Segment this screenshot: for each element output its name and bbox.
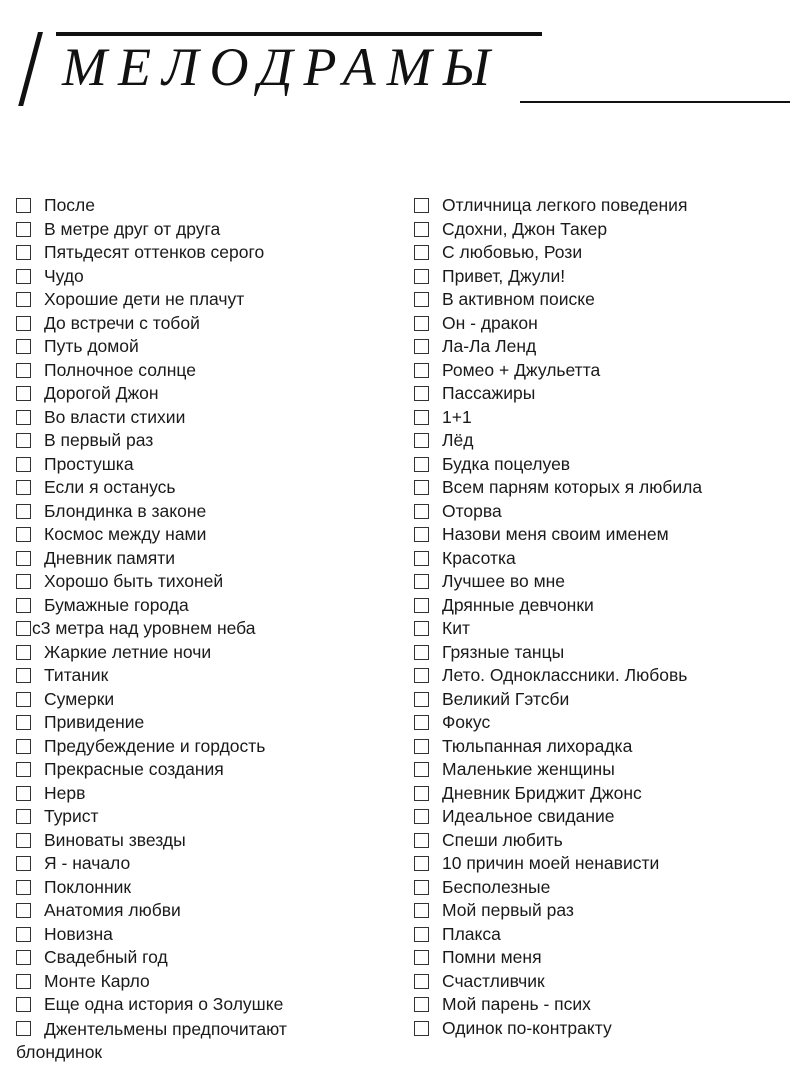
checkbox[interactable] bbox=[16, 645, 31, 660]
checkbox[interactable] bbox=[16, 927, 31, 942]
movie-title: Кит bbox=[442, 618, 470, 638]
list-item bbox=[414, 382, 794, 406]
list-item bbox=[16, 453, 400, 477]
list-item bbox=[16, 382, 400, 406]
movie-title: Пятьдесят оттенков серого bbox=[44, 242, 265, 262]
movie-title: Назови меня своим именем bbox=[442, 524, 669, 544]
movie-title: Тюльпанная лихорадка bbox=[442, 735, 633, 756]
list-item bbox=[414, 946, 794, 970]
movie-title: Турист bbox=[44, 806, 99, 826]
list-item bbox=[16, 688, 400, 712]
list-item bbox=[414, 758, 794, 782]
movie-title: Дневник памяти bbox=[44, 547, 176, 568]
checkbox[interactable] bbox=[16, 316, 31, 331]
movie-title: Лето. Одноклассники. Любовь bbox=[442, 665, 688, 685]
checkbox[interactable] bbox=[414, 574, 429, 589]
checkbox[interactable] bbox=[16, 551, 31, 566]
movie-title: Ромео + Джульетта bbox=[442, 359, 601, 380]
checkbox[interactable] bbox=[414, 621, 429, 636]
checkbox[interactable] bbox=[16, 245, 31, 260]
checkbox[interactable] bbox=[414, 339, 429, 354]
movie-title: Новизна bbox=[44, 923, 113, 944]
movie-title: Простушка bbox=[44, 453, 134, 474]
list-item bbox=[414, 899, 794, 923]
movie-title: Во власти стихии bbox=[44, 406, 186, 427]
list-item bbox=[16, 1017, 346, 1065]
movie-title: Предубеждение и гордость bbox=[44, 735, 266, 756]
checkbox[interactable] bbox=[414, 457, 429, 472]
checkbox[interactable] bbox=[414, 316, 429, 331]
movie-title: Монте Карло bbox=[44, 970, 150, 991]
checkbox[interactable] bbox=[16, 1021, 31, 1036]
movie-title: Маленькие женщины bbox=[442, 759, 615, 779]
checkbox[interactable] bbox=[414, 433, 429, 448]
movie-title: Идеальное свидание bbox=[442, 806, 615, 826]
movie-title: Полночное солнце bbox=[44, 359, 196, 380]
list-item bbox=[414, 594, 794, 618]
title-frame-top-line bbox=[56, 32, 542, 36]
movie-title: До встречи с тобой bbox=[44, 312, 200, 333]
title-frame-slant-line bbox=[18, 32, 43, 106]
movie-title: Хорошие дети не плачут bbox=[44, 289, 245, 309]
list-item bbox=[414, 617, 794, 641]
list-item bbox=[16, 500, 400, 524]
list-item bbox=[414, 993, 794, 1017]
list-item bbox=[414, 688, 794, 712]
checkbox[interactable] bbox=[16, 809, 31, 824]
checkbox[interactable] bbox=[16, 692, 31, 707]
list-item bbox=[414, 641, 794, 665]
list-item bbox=[414, 359, 794, 383]
checkbox[interactable] bbox=[16, 292, 31, 307]
checkbox[interactable] bbox=[16, 903, 31, 918]
movie-title: Помни меня bbox=[442, 947, 542, 967]
movie-title: Мой первый раз bbox=[442, 900, 574, 920]
movie-title: Космос между нами bbox=[44, 524, 207, 544]
movie-title: Прекрасные создания bbox=[44, 759, 224, 779]
list-item bbox=[16, 852, 400, 876]
list-item bbox=[414, 476, 794, 500]
movie-title: 1+1 bbox=[442, 406, 472, 427]
list-item bbox=[16, 594, 400, 618]
list-item bbox=[16, 970, 400, 994]
list-item bbox=[414, 194, 794, 218]
list-item bbox=[414, 876, 794, 900]
checkbox[interactable] bbox=[414, 692, 429, 707]
checkbox[interactable] bbox=[414, 410, 429, 425]
movie-title: Нерв bbox=[44, 782, 86, 803]
list-item bbox=[16, 946, 400, 970]
checkbox[interactable] bbox=[16, 269, 31, 284]
page-header bbox=[0, 0, 808, 120]
list-item bbox=[16, 429, 400, 453]
checkbox[interactable] bbox=[16, 457, 31, 472]
list-item bbox=[16, 641, 400, 665]
list-item bbox=[16, 335, 400, 359]
movie-title: Виноваты звезды bbox=[44, 829, 186, 850]
checkbox[interactable] bbox=[414, 269, 429, 284]
checkbox[interactable] bbox=[414, 927, 429, 942]
list-item bbox=[16, 523, 400, 547]
page-title: МЕЛОДРАМЫ bbox=[62, 37, 501, 97]
checkbox[interactable] bbox=[16, 762, 31, 777]
list-item bbox=[16, 312, 400, 336]
list-item bbox=[414, 970, 794, 994]
movie-title: 10 причин моей ненависти bbox=[442, 853, 660, 873]
movie-title: Джентельмены предпочитают блондинок bbox=[16, 1018, 287, 1062]
checkbox[interactable] bbox=[414, 1021, 429, 1036]
movie-title: Анатомия любви bbox=[44, 900, 181, 920]
list-item bbox=[414, 547, 794, 571]
list-item bbox=[414, 664, 794, 688]
list-item bbox=[414, 312, 794, 336]
list-item bbox=[414, 335, 794, 359]
list-item bbox=[414, 429, 794, 453]
list-item bbox=[16, 570, 400, 594]
list-item bbox=[16, 547, 400, 571]
checkbox[interactable] bbox=[414, 551, 429, 566]
checkbox[interactable] bbox=[414, 598, 429, 613]
checkbox[interactable] bbox=[16, 997, 31, 1012]
checkbox[interactable] bbox=[16, 880, 31, 895]
movie-title: Дорогой Джон bbox=[44, 383, 159, 403]
movie-title: Пассажиры bbox=[442, 383, 536, 403]
checkbox[interactable] bbox=[414, 527, 429, 542]
checkbox[interactable] bbox=[414, 856, 429, 871]
list-item bbox=[414, 453, 794, 477]
movie-title: Привидение bbox=[44, 712, 145, 732]
movie-title: Блондинка в законе bbox=[44, 500, 207, 521]
movie-title: Бесполезные bbox=[442, 876, 551, 897]
movie-title: С любовью, Рози bbox=[442, 242, 583, 262]
list-item bbox=[414, 500, 794, 524]
movie-list-left bbox=[16, 194, 400, 1065]
title-underline bbox=[520, 101, 790, 103]
checkbox[interactable] bbox=[414, 363, 429, 378]
checkbox[interactable] bbox=[414, 245, 429, 260]
list-item bbox=[16, 829, 400, 853]
list-item bbox=[414, 570, 794, 594]
list-item bbox=[16, 241, 400, 265]
checkbox[interactable] bbox=[414, 786, 429, 801]
checkbox[interactable] bbox=[414, 739, 429, 754]
list-item bbox=[414, 241, 794, 265]
list-item bbox=[16, 876, 400, 900]
list-item bbox=[414, 406, 794, 430]
movie-title: В активном поиске bbox=[442, 289, 595, 309]
movie-title: В первый раз bbox=[44, 430, 154, 450]
checkbox[interactable] bbox=[16, 480, 31, 495]
checkbox[interactable] bbox=[414, 222, 429, 237]
list-item bbox=[414, 265, 794, 289]
checkbox[interactable] bbox=[414, 645, 429, 660]
movie-title: Мой парень - псих bbox=[442, 994, 591, 1014]
checkbox[interactable] bbox=[16, 339, 31, 354]
checkbox[interactable] bbox=[414, 762, 429, 777]
movie-title: Будка поцелуев bbox=[442, 453, 571, 474]
checkbox[interactable] bbox=[16, 668, 31, 683]
list-item bbox=[16, 476, 400, 500]
checkbox[interactable] bbox=[414, 880, 429, 895]
list-item bbox=[414, 218, 794, 242]
checkbox[interactable] bbox=[16, 786, 31, 801]
checkbox[interactable] bbox=[16, 433, 31, 448]
list-item bbox=[16, 993, 400, 1017]
list-item bbox=[16, 617, 400, 641]
movie-title: Счастливчик bbox=[442, 970, 545, 991]
checkbox[interactable] bbox=[16, 504, 31, 519]
movie-title: Одинок по-контракту bbox=[442, 1017, 612, 1038]
movie-title: Бумажные города bbox=[44, 594, 189, 615]
movie-title: Отличница легкого поведения bbox=[442, 195, 688, 215]
movie-title: Чудо bbox=[44, 265, 84, 286]
checkbox[interactable] bbox=[414, 997, 429, 1012]
checkbox[interactable] bbox=[414, 715, 429, 730]
list-item bbox=[16, 735, 400, 759]
movie-title: В метре друг от друга bbox=[44, 218, 221, 239]
checkbox[interactable] bbox=[16, 222, 31, 237]
checkbox[interactable] bbox=[414, 974, 429, 989]
checkbox[interactable] bbox=[414, 504, 429, 519]
checkbox[interactable] bbox=[16, 410, 31, 425]
movie-title: Жаркие летние ночи bbox=[44, 641, 212, 662]
movie-title: Оторва bbox=[442, 500, 502, 521]
movie-title: Плакса bbox=[442, 923, 501, 944]
checkbox[interactable] bbox=[414, 198, 429, 213]
movie-title: Всем парням которых я любила bbox=[442, 477, 703, 497]
list-item bbox=[414, 805, 794, 829]
list-item bbox=[16, 194, 400, 218]
list-item bbox=[16, 406, 400, 430]
checkbox[interactable] bbox=[414, 809, 429, 824]
checkbox[interactable] bbox=[414, 950, 429, 965]
movie-title: Лучшее во мне bbox=[442, 571, 566, 591]
checkbox[interactable] bbox=[16, 833, 31, 848]
movie-title: Если я останусь bbox=[44, 477, 176, 497]
list-item bbox=[414, 711, 794, 735]
movie-title: Свадебный год bbox=[44, 947, 168, 967]
movie-title: Я - начало bbox=[44, 853, 131, 873]
movie-title: Путь домой bbox=[44, 336, 139, 356]
list-item bbox=[16, 758, 400, 782]
list-item bbox=[414, 1017, 794, 1041]
checkbox[interactable] bbox=[16, 739, 31, 754]
movie-title: Сумерки bbox=[44, 688, 115, 709]
movie-title: После bbox=[44, 195, 96, 215]
list-item bbox=[414, 923, 794, 947]
list-item bbox=[16, 265, 400, 289]
movie-title: Хорошо быть тихоней bbox=[44, 571, 224, 591]
movie-title: Красотка bbox=[442, 547, 516, 568]
movie-title: Ла-Ла Ленд bbox=[442, 336, 537, 356]
checkbox[interactable] bbox=[414, 833, 429, 848]
movie-title: Титаник bbox=[44, 665, 109, 685]
movie-title: Великий Гэтсби bbox=[442, 688, 570, 709]
list-item bbox=[16, 782, 400, 806]
list-item bbox=[414, 782, 794, 806]
checkbox[interactable] bbox=[16, 715, 31, 730]
list-item bbox=[414, 288, 794, 312]
checkbox[interactable] bbox=[414, 292, 429, 307]
list-item bbox=[414, 735, 794, 759]
list-item bbox=[16, 923, 400, 947]
list-item bbox=[16, 711, 400, 735]
list-item bbox=[16, 288, 400, 312]
checkbox[interactable] bbox=[16, 198, 31, 213]
checkbox[interactable] bbox=[16, 527, 31, 542]
checkbox[interactable] bbox=[16, 386, 31, 401]
movie-title: Поклонник bbox=[44, 876, 132, 897]
movie-list-right bbox=[414, 194, 794, 1040]
checkbox[interactable] bbox=[414, 386, 429, 401]
checkbox[interactable] bbox=[16, 950, 31, 965]
movie-title: Спеши любить bbox=[442, 829, 563, 850]
checkbox[interactable] bbox=[414, 668, 429, 683]
checkbox[interactable] bbox=[16, 974, 31, 989]
list-item bbox=[16, 359, 400, 383]
list-item bbox=[414, 829, 794, 853]
movie-title: Дневник Бриджит Джонс bbox=[442, 782, 642, 803]
movie-title: Привет, Джули! bbox=[442, 265, 566, 286]
checkbox[interactable] bbox=[414, 480, 429, 495]
movie-title: Грязные танцы bbox=[442, 641, 565, 662]
movie-title: c3 метра над уровнем неба bbox=[32, 618, 256, 638]
list-item bbox=[414, 523, 794, 547]
list-item bbox=[16, 899, 400, 923]
movie-title: Дрянные девчонки bbox=[442, 594, 594, 615]
movie-title: Лёд bbox=[442, 430, 474, 450]
checkbox[interactable] bbox=[414, 903, 429, 918]
checkbox[interactable] bbox=[16, 621, 31, 636]
list-item bbox=[16, 805, 400, 829]
list-item bbox=[414, 852, 794, 876]
movie-title: Еще одна история о Золушке bbox=[44, 994, 284, 1014]
movie-title: Он - дракон bbox=[442, 312, 538, 333]
movie-title: Фокус bbox=[442, 712, 491, 732]
checkbox[interactable] bbox=[16, 363, 31, 378]
list-item bbox=[16, 664, 400, 688]
list-item bbox=[16, 218, 400, 242]
checkbox[interactable] bbox=[16, 856, 31, 871]
movie-title: Сдохни, Джон Такер bbox=[442, 218, 608, 239]
checkbox[interactable] bbox=[16, 574, 31, 589]
checkbox[interactable] bbox=[16, 598, 31, 613]
